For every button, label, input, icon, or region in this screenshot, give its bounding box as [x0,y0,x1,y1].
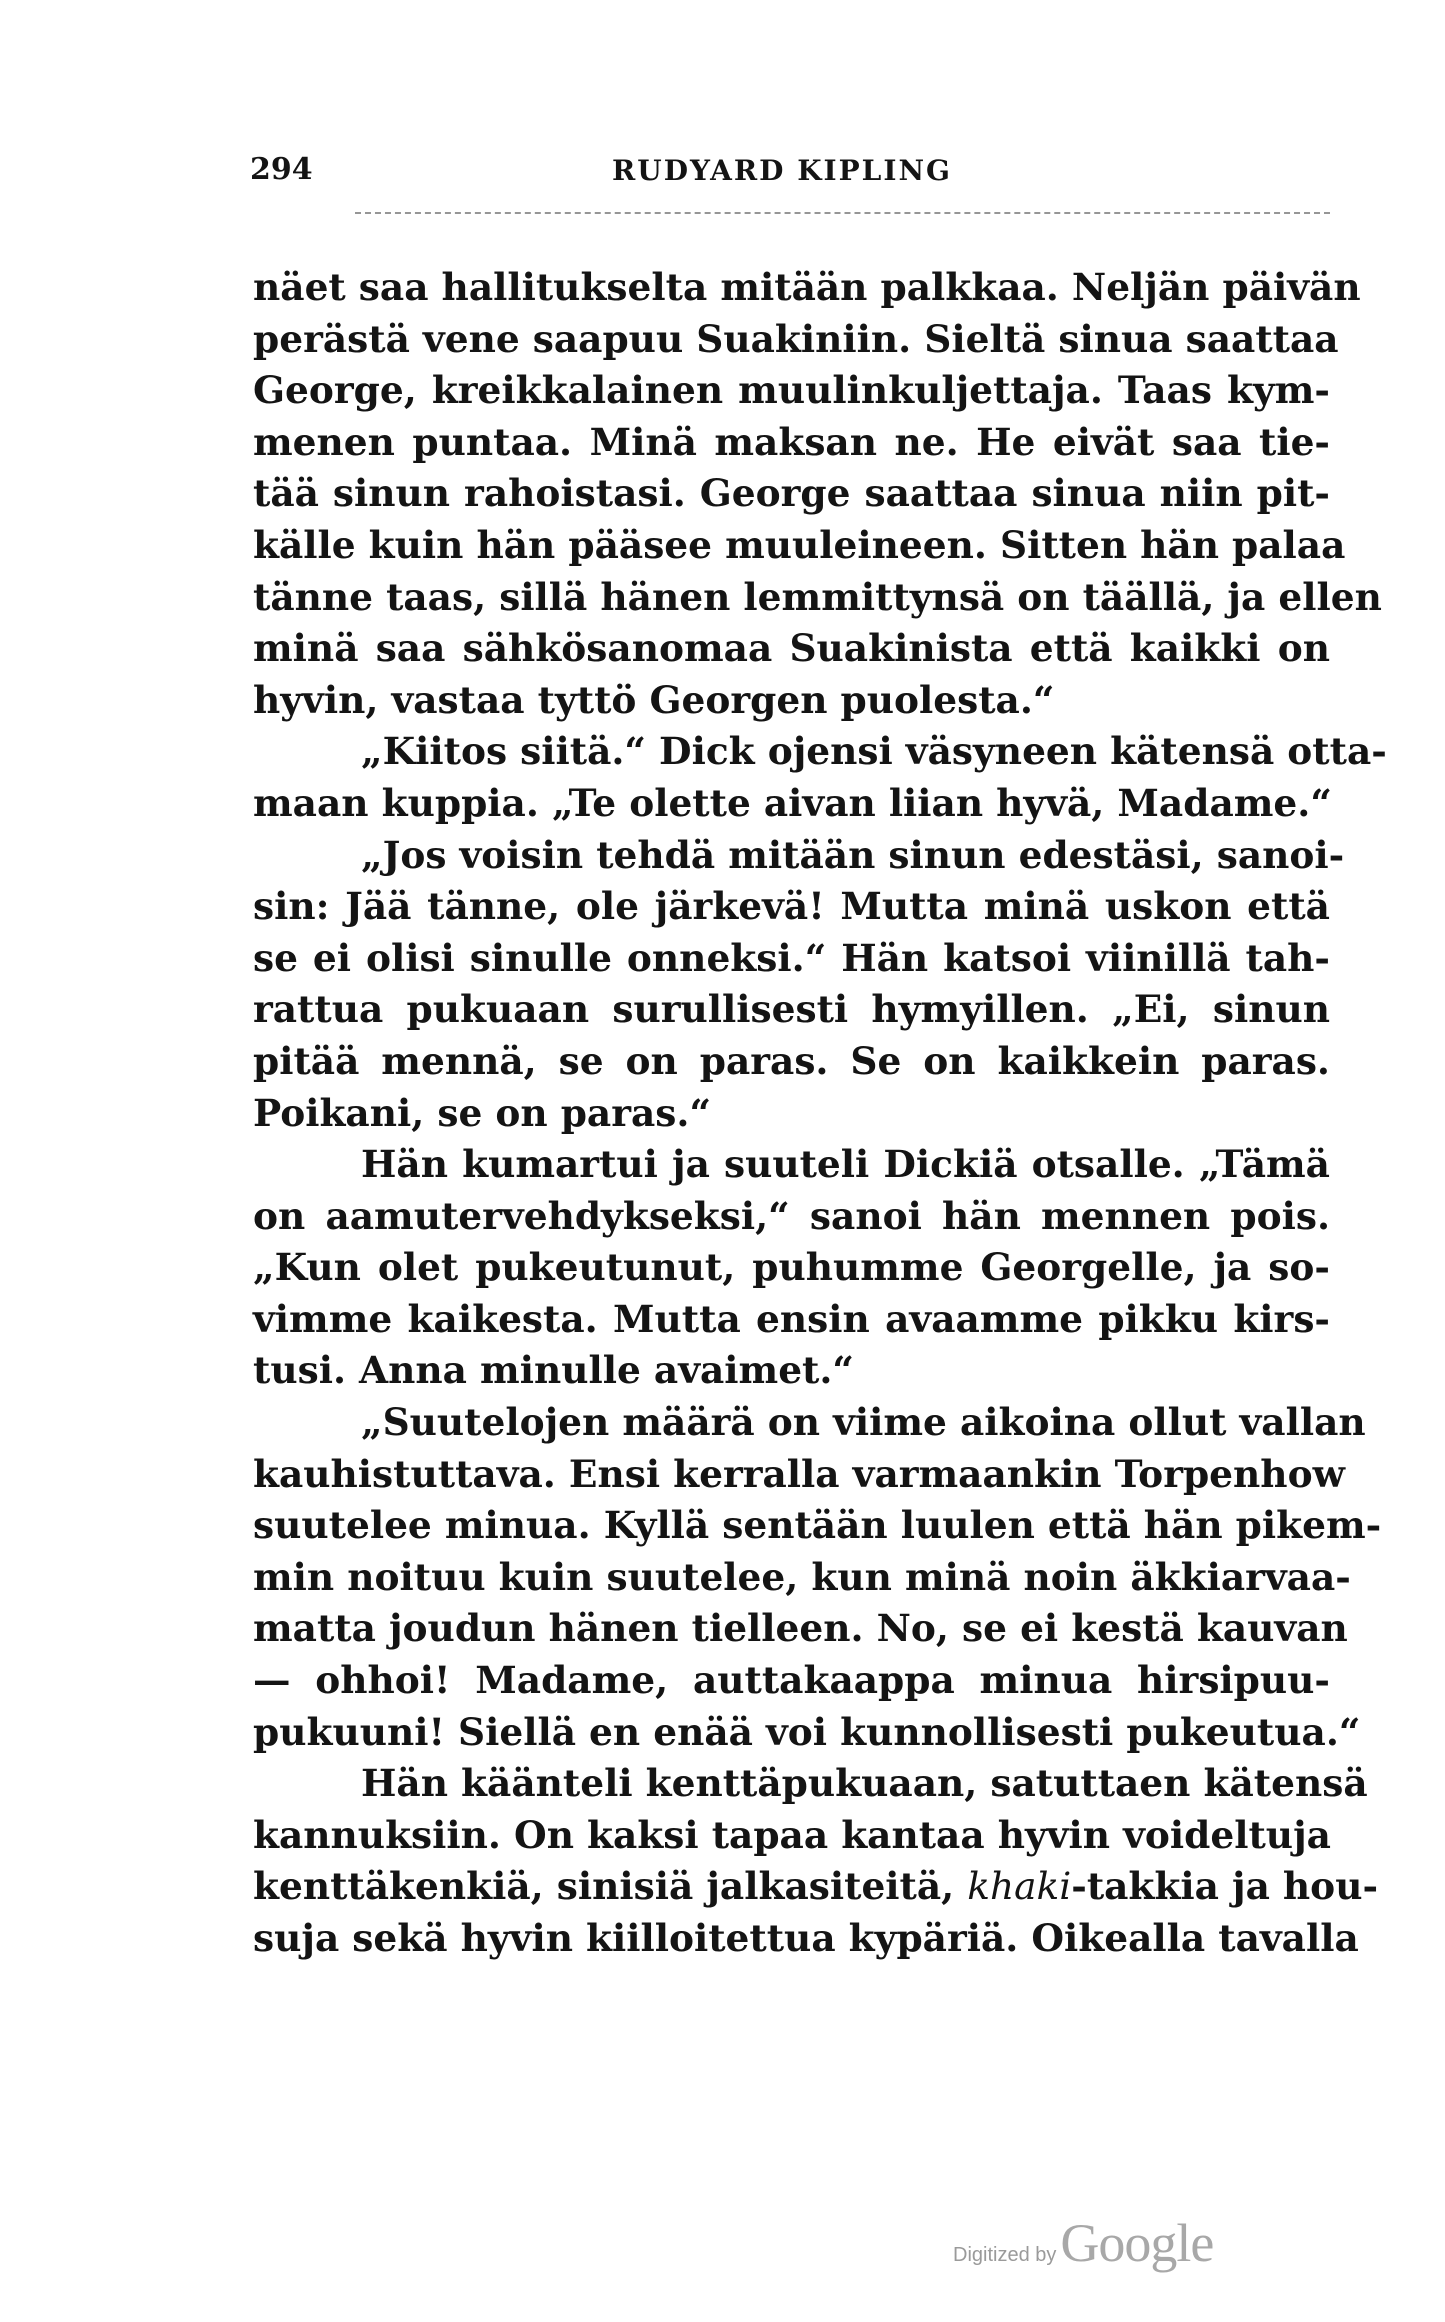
text-line: Hän käänteli kenttäpukuaan, satuttaen kätensä [361,1761,1368,1806]
text-line: hyvin, vastaa tyttö Georgen puolesta.“ [253,677,1055,722]
text-line: perästä vene saapuu Suakiniin. Sieltä sinua saattaa [253,316,1339,361]
text-line: matta joudun hänen tielleen. No, se ei kestä kauvan [253,1606,1348,1651]
text-line: maan kuppia. „Te olette aivan liian hyvä, Madame.“ [253,780,1332,825]
text-line: suja sekä hyvin kiilloitettua kypäriä. Oikealla tavalla [253,1916,1359,1960]
text-line: vimme kaikesta. Mutta ensin avaamme pikku kirs- [253,1296,1330,1341]
text-line: on aamutervehdykseksi,“ sanoi hän mennen pois. [253,1193,1330,1238]
text-line: tänne taas, sillä hänen lemmittynsä on täällä, ja ellen [253,574,1382,619]
text-line: menen puntaa. Minä maksan ne. He eivät saa tie- [253,419,1330,464]
text-line: pitää mennä, se on paras. Se on kaikkein paras. [253,1038,1330,1083]
digitized-watermark [953,2212,1213,2274]
text-line: — ohhoi! Madame, auttakaappa minua hirsipuu- [253,1658,1330,1703]
text-line: George, kreikkalainen muulinkuljettaja. Taas kym- [253,368,1330,413]
header-rule [355,212,1330,214]
text-line: sin: Jää tänne, ole järkevä! Mutta minä uskon että [253,884,1330,929]
text-line: källe kuin hän pääsee muuleineen. Sitten hän palaa [253,522,1346,567]
page-number: 294 [250,152,313,187]
italic-word: khaki [967,1864,1072,1909]
text-line: kannuksiin. On kaksi tapaa kantaa hyvin voideltuja [253,1812,1331,1857]
body-text [253,262,1387,1965]
text-segment: kenttäkenkiä, sinisiä jalkasiteitä, [253,1864,955,1909]
text-line: tää sinun rahoistasi. George saattaa sinua niin pit- [253,471,1330,516]
google-logo: Google [1060,2213,1214,2273]
page-header [250,152,1330,192]
digitized-by-text: Digitized by [953,2244,1057,2266]
text-line: „Kun olet pukeutunut, puhumme Georgelle, ja so- [253,1245,1330,1290]
text-line: kauhistuttava. Ensi kerralla varmaankin Torpenhow [253,1451,1345,1496]
text-line: minä saa sähkösanomaa Suakinista että kaikki on [253,626,1330,671]
running-head: RUDYARD KIPLING [612,154,952,187]
text-line: Hän kumartui ja suuteli Dickiä otsalle. „Tämä [361,1142,1330,1187]
text-line: pukuuni! Siellä en enää voi kunnollisesti pukeutua.“ [253,1709,1361,1754]
text-segment: -takkia ja hou- [1071,1864,1379,1909]
text-line: rattua pukuaan surullisesti hymyillen. „Ei, sinun [253,987,1330,1032]
text-line: „Jos voisin tehdä mitään sinun edestäsi, sanoi- [361,832,1345,877]
text-line: min noituu kuin suutelee, kun minä noin äkkiarvaa- [253,1554,1351,1599]
text-line: näet saa hallitukselta mitään palkkaa. Neljän päivän [253,265,1361,309]
text-line: se ei olisi sinulle onneksi.“ Hän katsoi viinillä tah- [253,935,1330,980]
text-line: suutelee minua. Kyllä sentään luulen että hän pikem- [253,1503,1382,1548]
text-line: „Kiitos siitä.“ Dick ojensi väsyneen kätensä otta- [361,729,1387,774]
text-line: „Suutelojen määrä on viime aikoina ollut vallan [361,1400,1366,1445]
text-line [253,1861,1379,1913]
text-line: Poikani, se on paras.“ [253,1090,712,1135]
text-line: tusi. Anna minulle avaimet.“ [253,1348,855,1393]
